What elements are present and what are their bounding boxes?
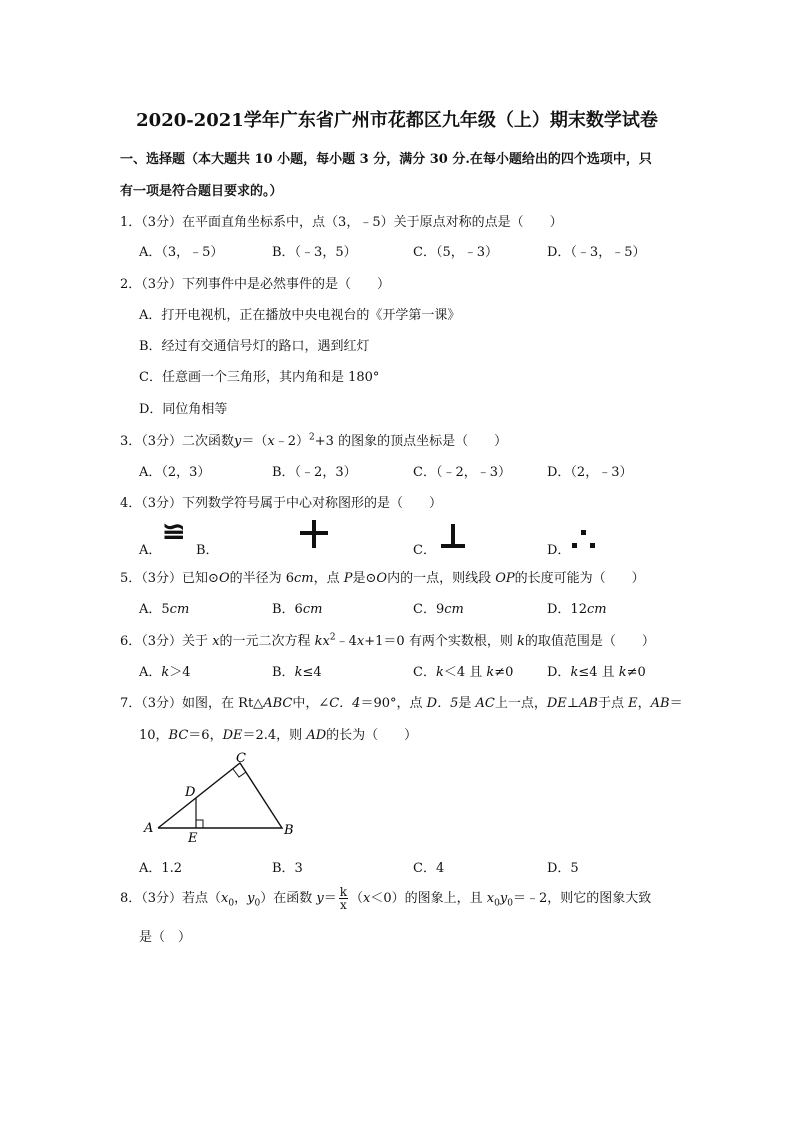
figure-label-d: D <box>185 785 196 800</box>
q6-option-b: B．k≤4 <box>272 665 322 680</box>
question-7-stem-line1: 7．（3分）如图，在 Rt△ABC中，∠C．4＝90°，点 D．5是 AC上一点，DE⊥AB于点 E，AB＝ <box>120 696 683 711</box>
q1-option-b: B．（﹣3，5） <box>272 245 357 260</box>
figure-label-a: A <box>144 821 154 836</box>
q5-option-c: C．9cm <box>413 602 464 617</box>
q7-option-c: C．4 <box>413 861 445 876</box>
figure-label-c: C <box>236 751 246 766</box>
question-2-stem: 2．（3分）下列事件中是必然事件的是（ ） <box>120 277 391 292</box>
q3-option-b: B．（﹣2，3） <box>272 465 357 480</box>
q2-option-d: D．同位角相等 <box>139 402 228 417</box>
q4-option-c: C． <box>413 543 436 558</box>
q1-option-a: A．（3，﹣5） <box>139 245 224 260</box>
triangle-figure <box>136 750 306 846</box>
q1-option-c: C．（5，﹣3） <box>413 245 498 260</box>
question-3-stem: 3．（3分）二次函数y＝（x﹣2）$^2$+3 的图象的顶点坐标是（ ） <box>120 432 508 449</box>
question-6-stem: 6．（3分）关于 x的一元二次方程 $kx^2﹣4x+1=0$ 有两个实数根，则 k的取值范围是（ ） <box>120 632 655 649</box>
plus-symbol-icon <box>298 518 330 550</box>
q5-option-b: B．6cm <box>272 602 323 617</box>
q6-option-c: C．k＜4 且 k≠0 <box>413 665 514 680</box>
congruent-symbol-icon: ≌ <box>162 515 186 548</box>
perpendicular-symbol-icon <box>440 522 466 550</box>
question-4-stem: 4．（3分）下列数学符号属于中心对称图形的是（ ） <box>120 496 443 511</box>
q7-option-b: B．3 <box>272 861 303 876</box>
section-header-line1: 一、选择题（本大题共 10 小题，每小题 3 分，满分 30 分.在每小题给出的四个选项中，只 <box>120 152 652 167</box>
q2-option-b: B．经过有交通信号灯的路口，遇到红灯 <box>139 339 370 354</box>
q5-option-d: D．12cm <box>547 602 607 617</box>
q4-option-b: B． <box>196 543 219 558</box>
q6-option-a: A．k＞4 <box>139 665 191 680</box>
q3-option-d: D．（2，﹣3） <box>547 465 633 480</box>
section-header-line2: 有一项是符合题目要求的。） <box>120 184 283 199</box>
q7-option-a: A．1.2 <box>139 861 183 876</box>
q1-option-d: D．（﹣3，﹣5） <box>547 245 646 260</box>
therefore-symbol-icon <box>570 528 598 550</box>
q7-option-d: D．5 <box>547 861 579 876</box>
figure-label-e: E <box>188 831 198 846</box>
question-7-stem-line2: 10，BC＝6，DE＝2.4，则 AD的长为（ ） <box>139 728 418 743</box>
question-8-stem-line2: 是（ ） <box>139 930 192 945</box>
q4-option-a: A． <box>139 543 162 558</box>
question-8-stem-line1: 8．（3分）若点（$x_0$，$y_0$）在函数 y＝ $\frac{k}{x}$ （x＜0）的图象上，且 $x_0y_0=﹣2$，则它的图象大致 <box>120 885 652 912</box>
q2-option-a: A．打开电视机，正在播放中央电视台的《开学第一课》 <box>139 308 461 323</box>
q6-option-d: D．k≤4 且 k≠0 <box>547 665 646 680</box>
q5-option-a: A．5cm <box>139 602 190 617</box>
q4-option-d: D． <box>547 543 571 558</box>
q3-option-c: C．（﹣2，﹣3） <box>413 465 511 480</box>
question-5-stem: 5．（3分）已知⊙O的半径为 6cm，点 P是⊙O内的一点，则线段 OP的长度可能为（ ） <box>120 571 645 586</box>
figure-label-b: B <box>284 823 294 838</box>
question-1-stem: 1．（3分）在平面直角坐标系中，点（3，﹣5）关于原点对称的点是（ ） <box>120 215 563 230</box>
q3-option-a: A．（2，3） <box>139 465 211 480</box>
document-title: 2020-2021学年广东省广州市花都区九年级（上）期末数学试卷 <box>136 110 658 131</box>
q2-option-c: C．任意画一个三角形，其内角和是 180° <box>139 370 380 385</box>
fraction-k-over-x: $\frac{k}{x}$ <box>339 885 348 912</box>
